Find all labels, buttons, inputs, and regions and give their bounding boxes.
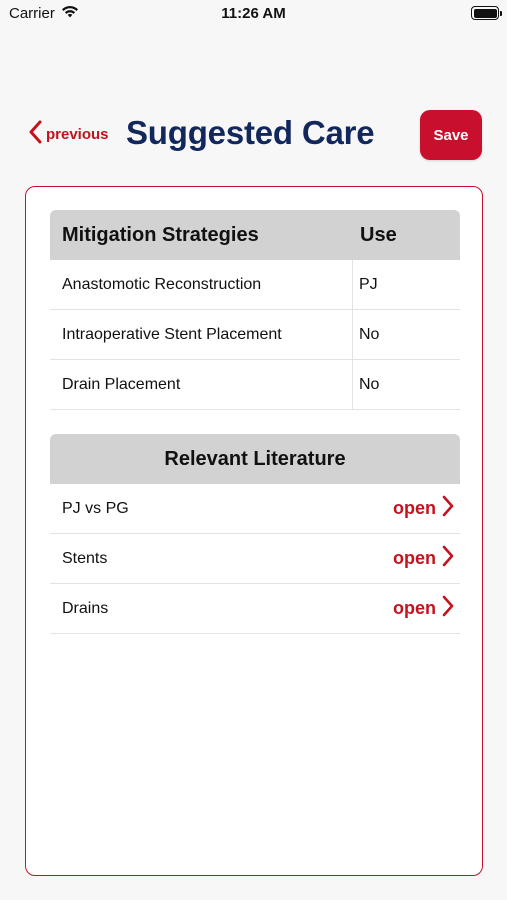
page-title: Suggested Care (126, 114, 375, 151)
strategy-cell: Drain Placement (50, 360, 353, 409)
literature-item-pj-vs-pg[interactable] (50, 484, 460, 534)
open-label: open (393, 548, 436, 568)
use-header: Use (360, 223, 397, 246)
literature-item-drains[interactable] (50, 584, 460, 634)
mitigation-table-header (50, 210, 460, 260)
use-cell: No (359, 325, 380, 343)
chevron-right-icon (442, 545, 454, 572)
table-row (50, 360, 460, 410)
save-button[interactable]: Save (420, 110, 482, 160)
relevant-literature-title: Relevant Literature (164, 447, 346, 470)
open-link[interactable] (393, 595, 454, 622)
literature-item-label: Stents (62, 549, 108, 567)
table-row (50, 310, 460, 360)
strategy-cell: Anastomotic Reconstruction (50, 260, 353, 309)
chevron-left-icon (28, 120, 42, 149)
chevron-right-icon (442, 495, 454, 522)
table-row (50, 260, 460, 310)
clock: 11:26 AM (221, 5, 286, 22)
carrier-label: Carrier (9, 5, 55, 22)
nav-header (0, 108, 507, 162)
literature-item-label: Drains (62, 599, 109, 617)
literature-table (50, 434, 460, 634)
mitigation-table (50, 210, 460, 410)
mitigation-strategies-header: Mitigation Strategies (62, 223, 259, 246)
strategy-cell: Intraoperative Stent Placement (50, 310, 353, 359)
use-cell: PJ (359, 275, 378, 293)
open-label: open (393, 598, 436, 618)
use-cell: No (359, 375, 380, 393)
open-link[interactable] (393, 545, 454, 572)
status-bar (0, 0, 507, 30)
literature-item-stents[interactable] (50, 534, 460, 584)
previous-button[interactable] (28, 120, 109, 149)
chevron-right-icon (442, 595, 454, 622)
open-link[interactable] (393, 495, 454, 522)
literature-item-label: PJ vs PG (62, 499, 129, 517)
open-label: open (393, 498, 436, 518)
battery-icon (471, 6, 499, 20)
literature-table-header (50, 434, 460, 484)
suggested-care-card (25, 186, 483, 876)
previous-label: previous (46, 126, 109, 143)
